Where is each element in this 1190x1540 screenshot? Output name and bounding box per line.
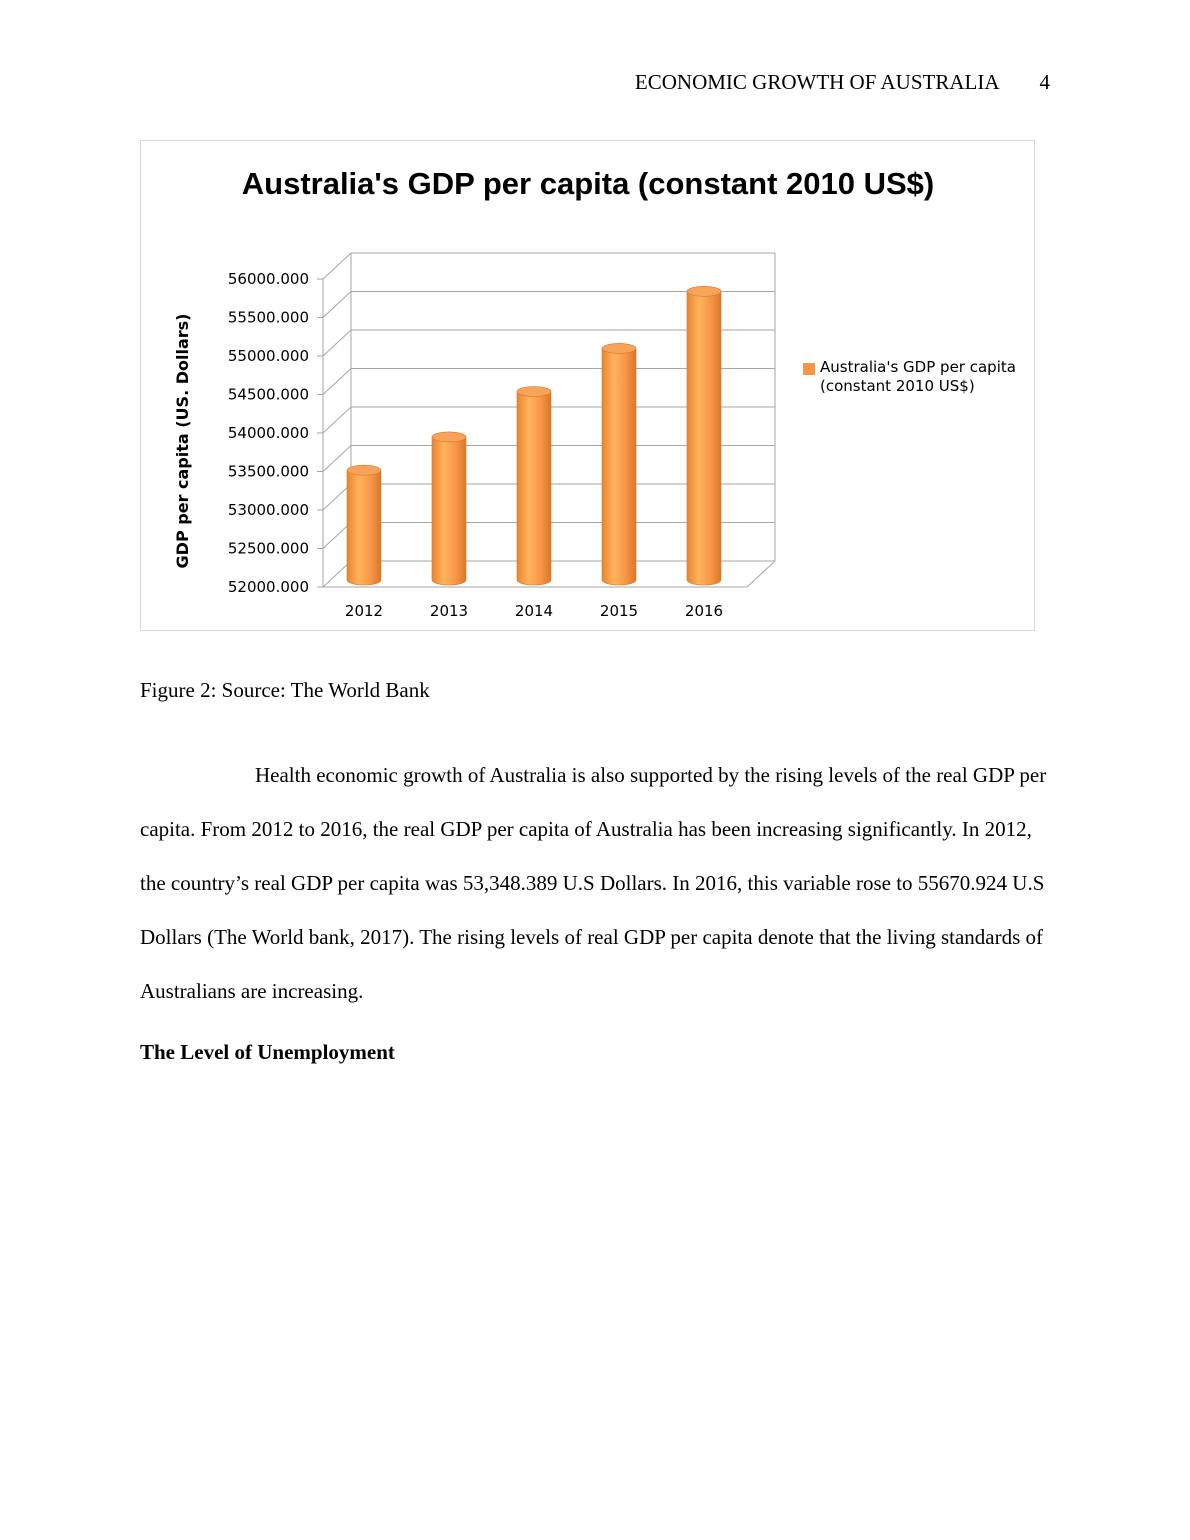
gridline-side [323, 253, 351, 279]
x-tick-label: 2012 [344, 602, 384, 620]
page-number: 4 [1039, 70, 1050, 94]
running-head-title: ECONOMIC GROWTH OF AUSTRALIA [634, 70, 1000, 94]
legend-label-line-1: Australia's GDP per capita [820, 358, 1016, 376]
figure-caption: Figure 2: Source: The World Bank [140, 678, 430, 702]
gdp-chart [140, 140, 1035, 631]
bar-top [432, 432, 466, 442]
gridline-side [323, 369, 351, 395]
bar-body [347, 470, 381, 585]
gridline-side [323, 407, 351, 433]
chart-title: Australia's GDP per capita (constant 2010 US$) [241, 166, 935, 201]
bar-top [517, 387, 551, 397]
x-tick-label: 2016 [684, 602, 724, 620]
legend-swatch [803, 363, 815, 375]
bar-2015 [602, 343, 636, 585]
gridline-side [323, 292, 351, 318]
bar-body [517, 392, 551, 585]
y-tick-label: 52500.000 [227, 539, 309, 558]
running-header [635, 70, 1050, 95]
bar-body [687, 291, 721, 585]
y-tick-label: 52000.000 [227, 578, 309, 596]
section-heading: The Level of Unemployment [140, 1040, 395, 1064]
y-tick-label: 55000.000 [227, 347, 309, 365]
y-tick-label: 53000.000 [227, 501, 309, 519]
y-tick-label: 55500.000 [227, 308, 309, 327]
bar-2013 [432, 432, 466, 585]
x-tick-label: 2014 [514, 602, 554, 620]
x-tick-label: 2015 [599, 602, 639, 620]
bar-body [432, 437, 466, 585]
bar-top [602, 343, 636, 353]
bar-2012 [347, 465, 381, 585]
bar-top [687, 286, 721, 296]
legend-label-line-2: (constant 2010 US$) [820, 377, 975, 395]
y-tick-label: 54000.000 [227, 424, 309, 442]
floor-right-edge [747, 561, 775, 587]
y-axis-title: GDP per capita (US. Dollars) [173, 313, 192, 569]
body-paragraph: Health economic growth of Australia is also supported by the rising levels of the real GDP per capita. From 2012 to 2016, the real GDP per capita of Australia has been increasing significantly. In 2012, the country’s real GDP per capita was 53,348.389 U.S Dollars. In 2016, this variable rose to 55670.924 U.S Dollars (The World bank, 2017). The rising levels of real GDP per capita denote that the living standards of Australians are increasing. [140, 763, 1047, 1003]
gridline-side [323, 330, 351, 356]
bar-2014 [517, 387, 551, 585]
bar-top [347, 465, 381, 475]
y-tick-label: 53500.000 [227, 462, 309, 481]
bar-body [602, 348, 636, 585]
gdp-chart-svg [141, 141, 1036, 632]
y-tick-label: 54500.000 [227, 385, 309, 404]
x-tick-label: 2013 [429, 602, 469, 620]
y-tick-label: 56000.000 [227, 270, 309, 288]
gridline-side [323, 446, 351, 472]
bar-2016 [687, 286, 721, 585]
